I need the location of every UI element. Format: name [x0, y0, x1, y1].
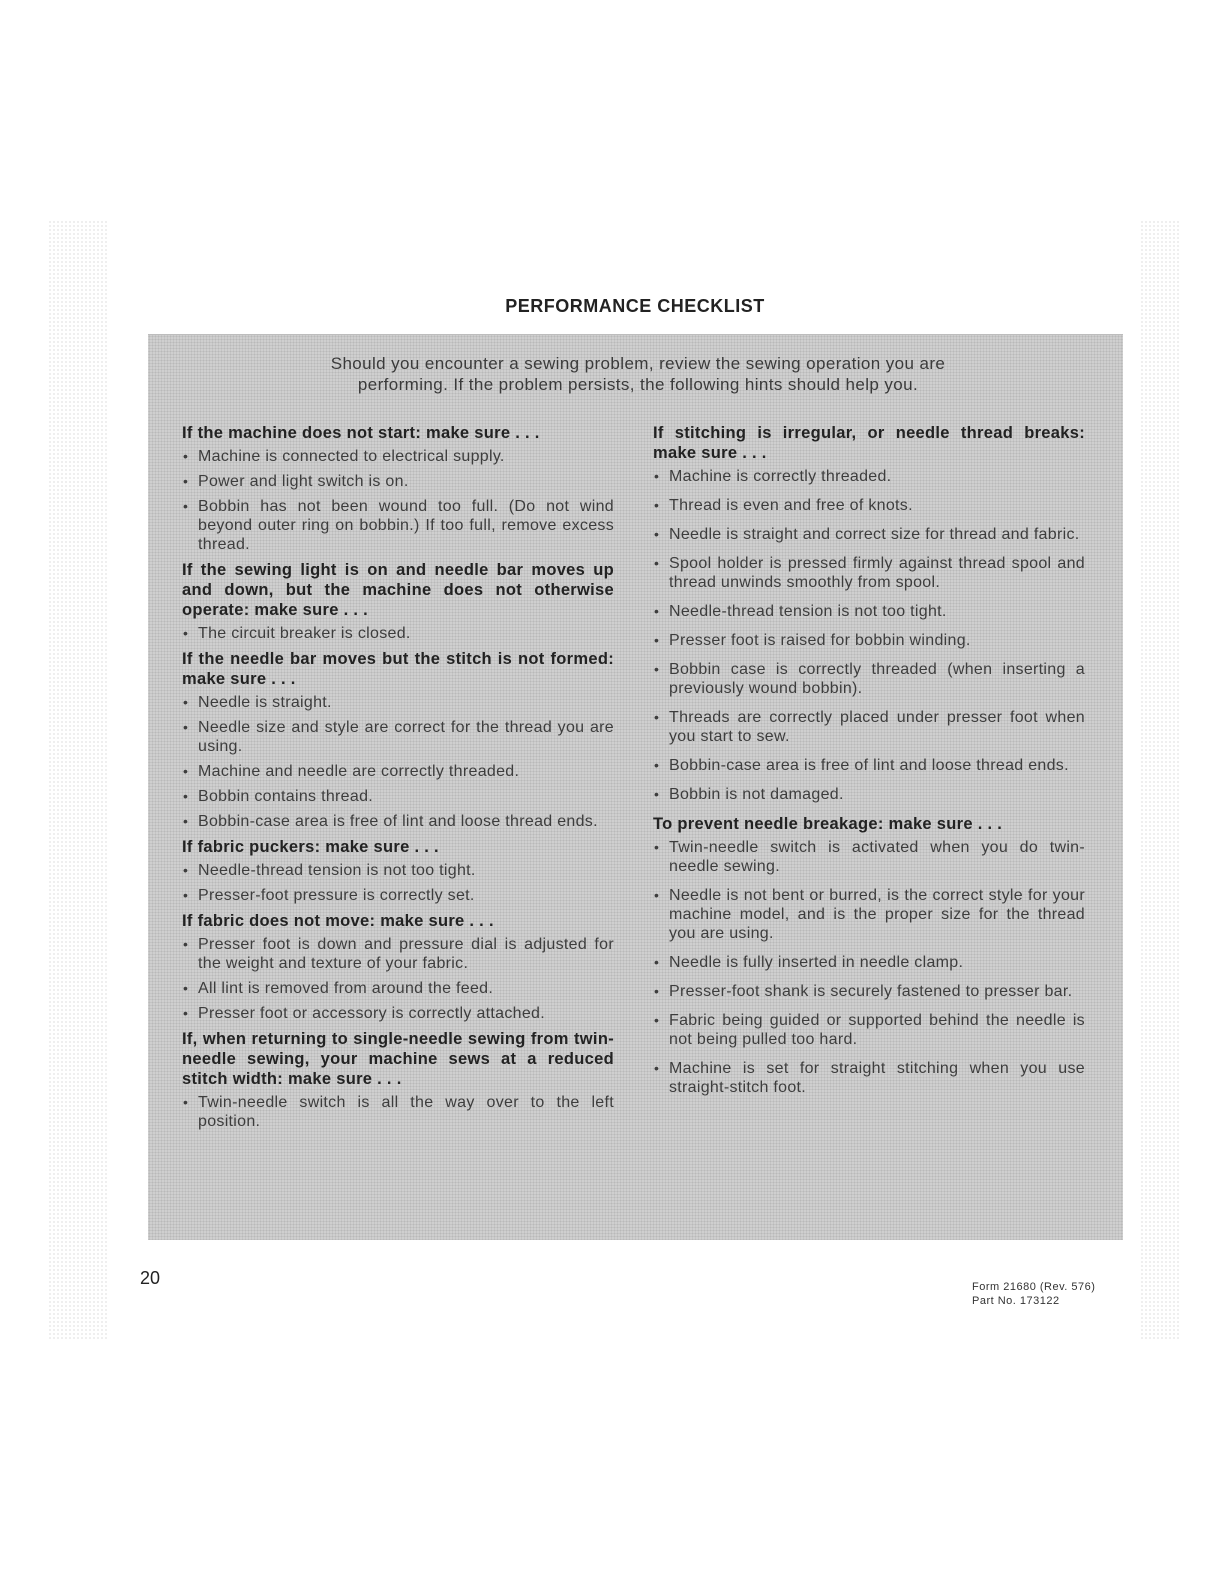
bullet-icon: • — [183, 1094, 189, 1110]
checklist-item: • Thread is even and free of knots. — [654, 497, 913, 514]
bullet-icon: • — [183, 625, 189, 641]
checklist-item: • Bobbin case is correctly threaded (when inserting a previously wound bobbin). — [654, 661, 1085, 697]
bullet-icon: • — [654, 661, 660, 677]
bullet-icon: • — [183, 887, 189, 903]
checklist-item: • The circuit breaker is closed. — [183, 625, 411, 642]
checklist-item: • Bobbin is not damaged. — [654, 786, 844, 803]
page-number: 20 — [140, 1268, 161, 1288]
bullet-icon: • — [183, 788, 189, 804]
bullet-icon: • — [654, 603, 660, 619]
bullet-icon: • — [183, 980, 189, 996]
section-heading: If, when returning to single-needle sewing from twin-needle sewing, your machine sews at a reduced stitch width: make sure . . . — [182, 1030, 614, 1088]
bullet-icon: • — [654, 887, 660, 903]
bullet-icon: • — [654, 468, 660, 484]
bullet-icon: • — [183, 448, 189, 464]
checklist-item: • Presser foot is raised for bobbin winding. — [654, 632, 971, 649]
section-heading: If fabric does not move: make sure . . . — [182, 912, 494, 930]
form-info — [972, 1280, 1095, 1308]
bullet-icon: • — [654, 983, 660, 999]
checklist-item: • Bobbin has not been wound too full. (Do not wind beyond outer ring on bobbin.) If too full, remove excess thread. — [183, 498, 614, 553]
bullet-icon: • — [183, 813, 189, 829]
checklist-item: • Needle is not bent or burred, is the correct style for your machine model, and is the proper size for the thread you are using. — [654, 887, 1085, 942]
checklist-panel — [148, 334, 1123, 1240]
section-heading: If stitching is irregular, or needle thread breaks: make sure . . . — [653, 424, 1085, 462]
checklist-item: • Needle-thread tension is not too tight. — [654, 603, 947, 620]
section-heading: If fabric puckers: make sure . . . — [182, 838, 439, 856]
checklist-item: • Twin-needle switch is all the way over to the left position. — [183, 1094, 614, 1130]
bullet-icon: • — [654, 526, 660, 542]
bullet-icon: • — [654, 1012, 660, 1028]
bullet-icon: • — [654, 954, 660, 970]
section-heading: To prevent needle breakage: make sure . . . — [653, 815, 1003, 833]
bullet-icon: • — [183, 763, 189, 779]
intro-text: Should you encounter a sewing problem, review the sewing operation you are performing. If the problem persists, the following hints should help you. — [330, 354, 946, 394]
bullet-icon: • — [654, 709, 660, 725]
bullet-icon: • — [183, 473, 189, 489]
section-heading: If the needle bar moves but the stitch is not formed: make sure . . . — [182, 650, 614, 688]
checklist-item: • Machine and needle are correctly threaded. — [183, 763, 520, 780]
section-heading: If the machine does not start: make sure . . . — [182, 424, 540, 442]
checklist-item: • Fabric being guided or supported behind the needle is not being pulled too hard. — [654, 1012, 1085, 1048]
bullet-icon: • — [183, 1005, 189, 1021]
checklist-item: • Machine is correctly threaded. — [654, 468, 892, 485]
checklist-item: • Machine is connected to electrical supply. — [183, 448, 505, 465]
checklist-item: • Bobbin-case area is free of lint and loose thread ends. — [654, 757, 1069, 774]
checklist-item: • Presser foot is down and pressure dial is adjusted for the weight and texture of your fabric. — [183, 936, 614, 972]
bullet-icon: • — [654, 839, 660, 855]
checklist-item: • Twin-needle switch is activated when you do twin-needle sewing. — [654, 839, 1085, 875]
checklist-item: • Needle is straight. — [183, 694, 332, 711]
bullet-icon: • — [183, 936, 189, 952]
page-title: PERFORMANCE CHECKLIST — [505, 296, 765, 316]
checklist-item: • Needle is fully inserted in needle clamp. — [654, 954, 964, 971]
checklist-item: • Needle size and style are correct for the thread you are using. — [183, 719, 614, 755]
bullet-icon: • — [654, 1060, 660, 1076]
bullet-icon: • — [654, 757, 660, 773]
scan-noise-left — [48, 220, 108, 1340]
checklist-item: • Spool holder is pressed firmly against thread spool and thread unwinds smoothly from spool. — [654, 555, 1085, 591]
bullet-icon: • — [654, 497, 660, 513]
checklist-item: • Power and light switch is on. — [183, 473, 409, 490]
checklist-item: • Presser-foot pressure is correctly set. — [183, 887, 475, 904]
bullet-icon: • — [654, 632, 660, 648]
bullet-icon: • — [654, 786, 660, 802]
left-column — [182, 423, 614, 1137]
bullet-icon: • — [654, 555, 660, 571]
checklist-item: • Machine is set for straight stitching when you use straight-stitch foot. — [654, 1060, 1085, 1096]
checklist-item: • Bobbin-case area is free of lint and loose thread ends. — [183, 813, 598, 830]
bullet-icon: • — [183, 862, 189, 878]
checklist-item: • Needle-thread tension is not too tight. — [183, 862, 476, 879]
right-column — [653, 423, 1085, 1107]
form-number: Form 21680 (Rev. 576) — [972, 1281, 1096, 1293]
part-number: Part No. 173122 — [972, 1295, 1060, 1307]
checklist-item: • Threads are correctly placed under presser foot when you start to sew. — [654, 709, 1085, 745]
checklist-item: • Presser-foot shank is securely fastened to presser bar. — [654, 983, 1073, 1000]
bullet-icon: • — [183, 719, 189, 735]
bullet-icon: • — [183, 498, 189, 514]
section-heading: If the sewing light is on and needle bar moves up and down, but the machine does not otherwise operate: make sure . . . — [182, 561, 614, 619]
checklist-item: • All lint is removed from around the feed. — [183, 980, 494, 997]
checklist-item: • Needle is straight and correct size for thread and fabric. — [654, 526, 1080, 543]
checklist-item: • Bobbin contains thread. — [183, 788, 374, 805]
bullet-icon: • — [183, 694, 189, 710]
checklist-item: • Presser foot or accessory is correctly attached. — [183, 1005, 545, 1022]
scan-noise-right — [1140, 220, 1180, 1340]
